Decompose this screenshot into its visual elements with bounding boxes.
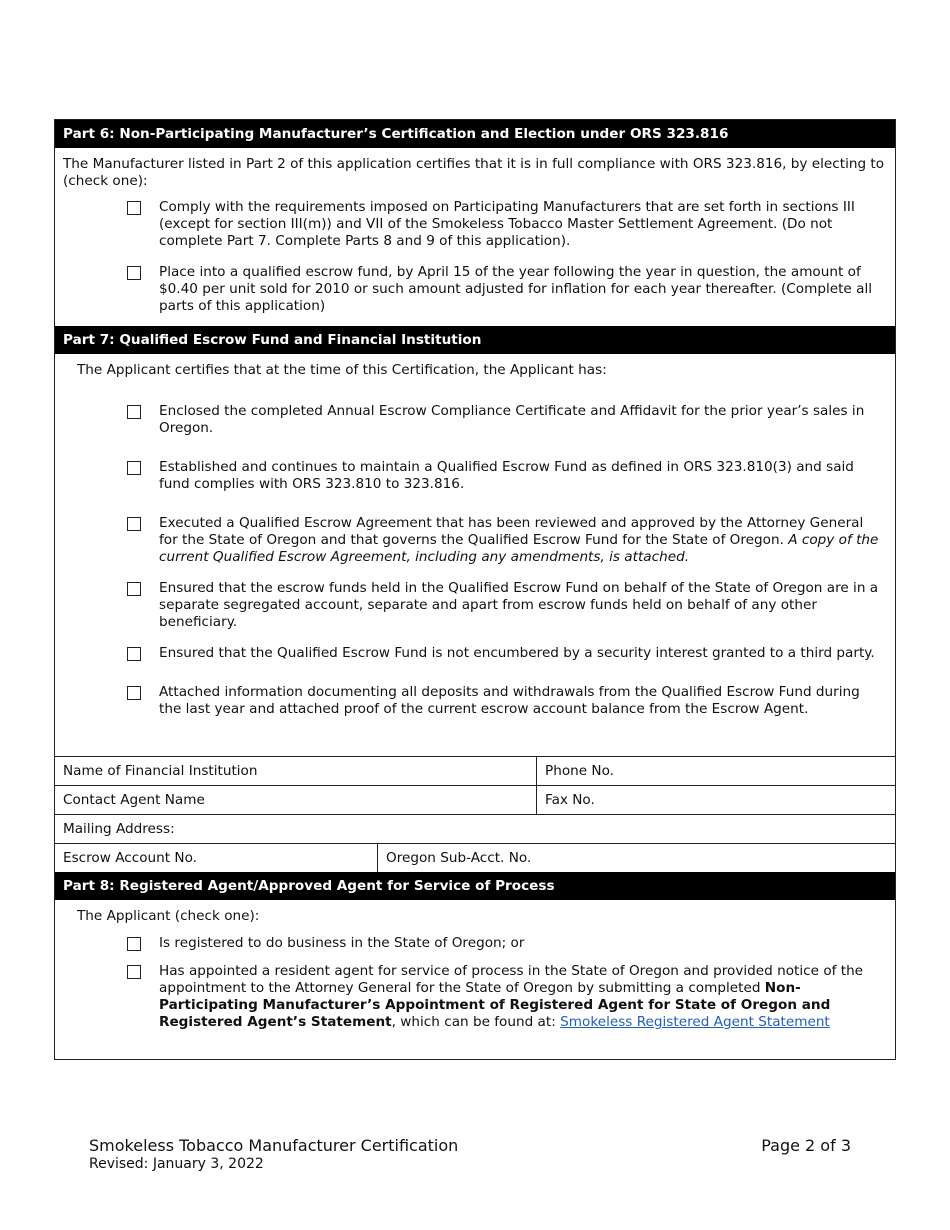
option-text-bold: Non-Participating Manufacturer’s Appointment of Registered Agent for State of Oregon and Registered Agent’s Statement [159,980,831,1030]
part7-option-segregated[interactable] [55,580,895,631]
part7-option-affidavit[interactable] [55,403,895,437]
option-text: Ensured that the escrow funds held in the Qualified Escrow Fund on behalf of the State of Oregon are in a separate segregated account, separate and apart from escrow funds held on behalf of any other beneficiary. [159,580,879,630]
part6-header: Part 6: Non-Participating Manufacturer’s Certification and Election under ORS 323.816 [55,120,895,148]
part6-intro: The Manufacturer listed in Part 2 of this application certifies that it is in full compliance with ORS 323.816, by electing to (check one): [63,156,885,189]
checkbox[interactable] [127,266,141,280]
escrow-account-field[interactable]: Escrow Account No. [63,850,197,866]
part7-header: Part 7: Qualified Escrow Fund and Financial Institution [55,326,895,354]
option-text: Is registered to do business in the State of Oregon; or [159,935,525,951]
part7-body [55,354,895,756]
part7-option-attached-info[interactable] [55,684,895,718]
escrow-row [55,843,895,872]
part7-option-executed[interactable] [55,515,895,566]
phone-field[interactable]: Phone No. [536,757,895,785]
part8-option-registered[interactable] [55,935,895,952]
option-text: Attached information documenting all deposits and withdrawals from the Qualified Escrow Fund during the last year and attached proof of the current escrow account balance from the Escrow Agent. [159,684,860,717]
option-text-italic: A copy of the current Qualified Escrow Agreement, including any amendments, is attached. [159,532,879,565]
checkbox[interactable] [127,647,141,661]
registered-agent-link[interactable]: Smokeless Registered Agent Statement [560,1014,830,1030]
option-text [159,963,885,1031]
option-text-plain: Has appointed a resident agent for service of process in the State of Oregon and provided notice of the appointment to the Attorney General for the State of Oregon by submitting a completed [159,963,864,996]
option-text: Place into a qualified escrow fund, by April 15 of the year following the year in question, the amount of $0.40 per unit sold for 2010 or such amount adjusted for inflation for each year thereafter. (Complete all parts of this application) [159,264,872,314]
part8-intro: The Applicant (check one): [77,908,260,924]
part8-header: Part 8: Registered Agent/Approved Agent for Service of Process [55,872,895,900]
page-number: Page 2 of 3 [761,1136,851,1155]
mailing-address-field[interactable]: Mailing Address: [63,821,175,837]
checkbox[interactable] [127,686,141,700]
institution-row [55,756,895,785]
footer-title: Smokeless Tobacco Manufacturer Certification [89,1136,459,1155]
part6-body [55,148,895,326]
checkbox[interactable] [127,517,141,531]
part7-option-established[interactable] [55,459,895,493]
part6-option-escrow[interactable] [55,264,895,315]
part8-body [55,900,895,1059]
option-text: Comply with the requirements imposed on Participating Manufacturers that are set forth in sections III (except for section III(m)) and VII of the Smokeless Tobacco Master Settlement Agreement. (Do not complete Part 7. Complete Parts 8 and 9 of this application). [159,199,855,249]
sub-account-field[interactable]: Oregon Sub-Acct. No. [377,844,895,872]
checkbox[interactable] [127,582,141,596]
checkbox[interactable] [127,405,141,419]
institution-name-field[interactable]: Name of Financial Institution [63,763,258,779]
checkbox[interactable] [127,937,141,951]
option-text [159,515,885,566]
option-text: Ensured that the Qualified Escrow Fund is not encumbered by a security interest granted to a third party. [159,645,875,661]
option-text-tail: , which can be found at: [391,1014,561,1030]
part8-option-appointed[interactable] [55,963,895,1031]
option-text-plain: Executed a Qualified Escrow Agreement that has been reviewed and approved by the Attorney General for the State of Oregon and that governs the Qualified Escrow Fund for the State of Oregon. [159,515,864,548]
contact-agent-field[interactable]: Contact Agent Name [63,792,205,808]
fax-field[interactable]: Fax No. [536,786,895,814]
mailing-row [55,814,895,843]
contact-row [55,785,895,814]
certification-form [54,119,896,1060]
checkbox[interactable] [127,461,141,475]
footer-left [89,1137,458,1173]
option-text: Enclosed the completed Annual Escrow Compliance Certificate and Affidavit for the prior year’s sales in Oregon. [159,403,865,436]
checkbox[interactable] [127,201,141,215]
footer-revised: Revised: January 3, 2022 [89,1156,264,1172]
option-text: Established and continues to maintain a Qualified Escrow Fund as defined in ORS 323.810(3) and said fund complies with ORS 323.810 to 323.816. [159,459,854,492]
part6-option-comply[interactable] [55,199,895,250]
part7-intro: The Applicant certifies that at the time of this Certification, the Applicant has: [77,362,607,378]
checkbox[interactable] [127,965,141,979]
part7-option-not-encumbered[interactable] [55,645,895,662]
